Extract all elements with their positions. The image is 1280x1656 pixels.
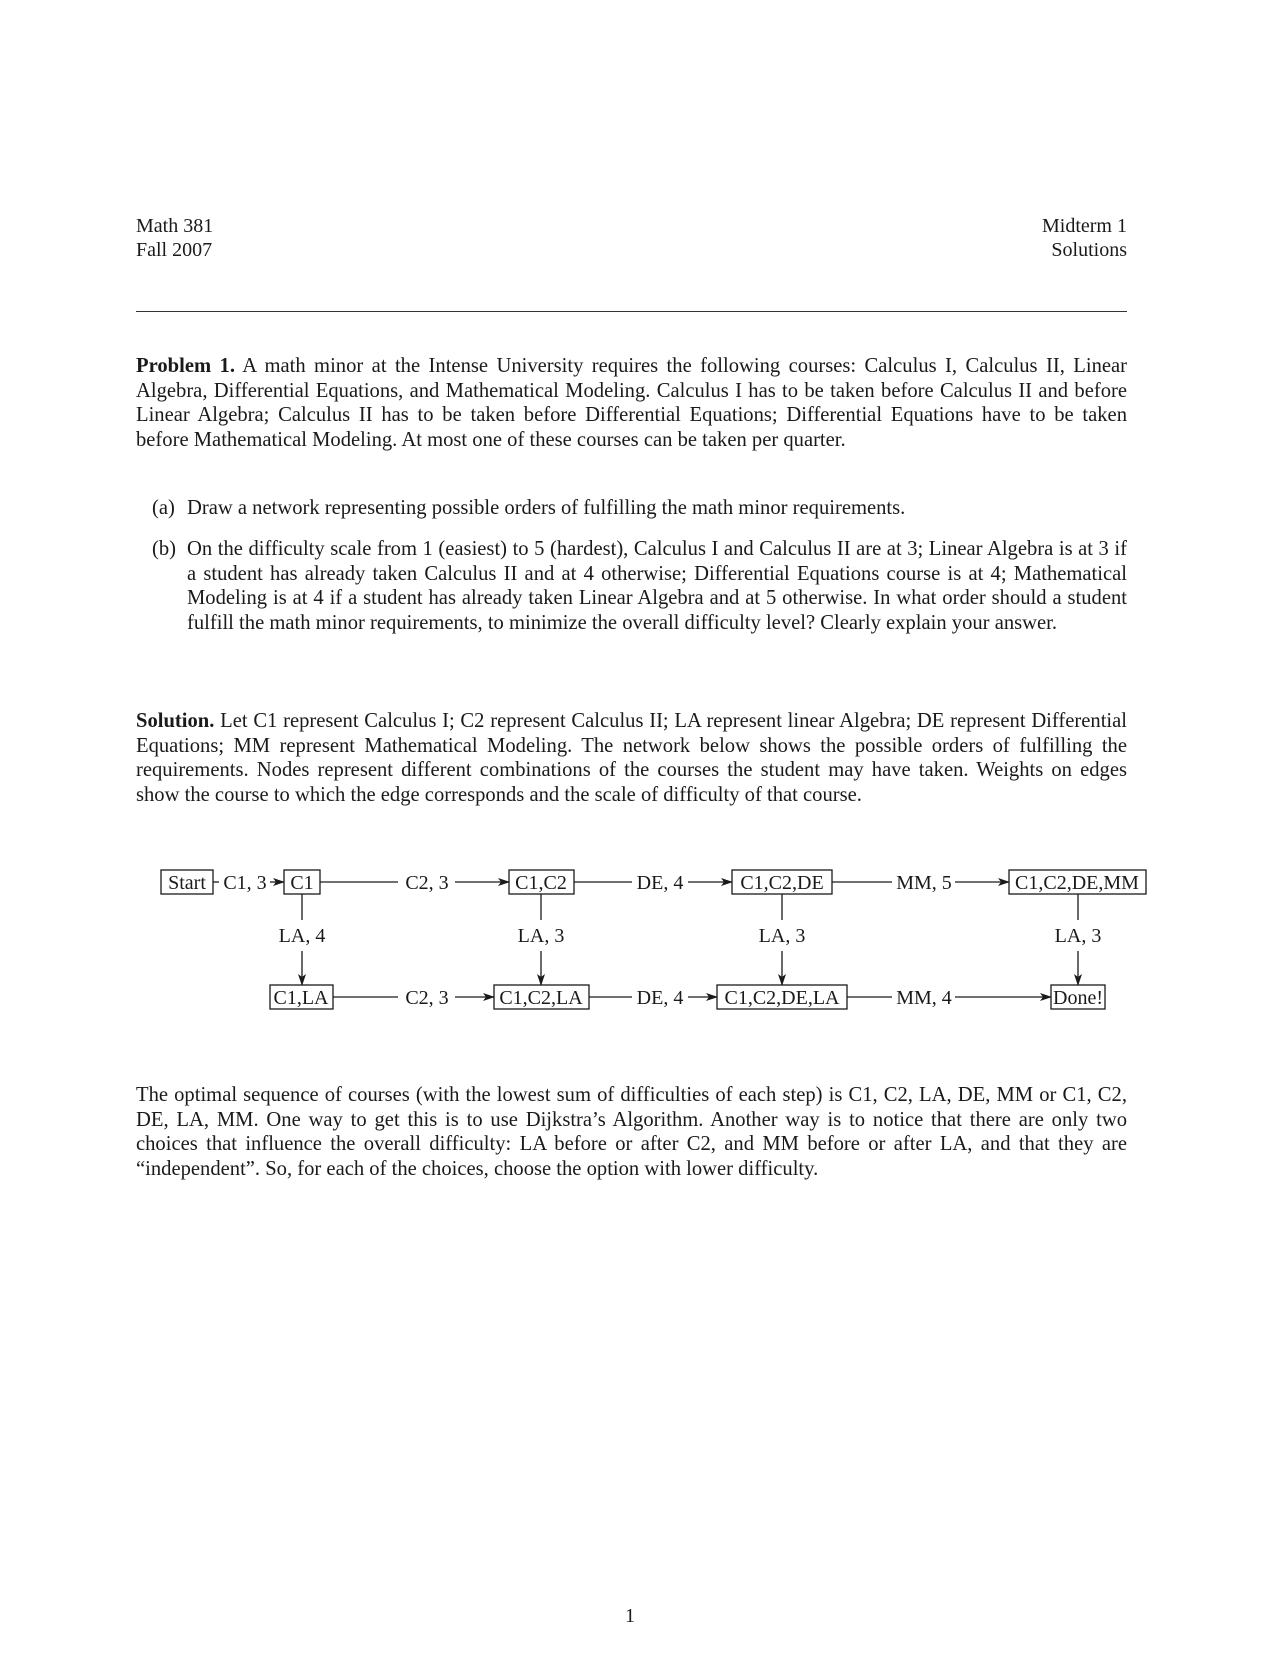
node-done: Done! [1053,987,1103,1009]
header-left [136,214,213,262]
part-b-text: On the difficulty scale from 1 (easiest) to 5 (hardest), Calculus I and Calculus II are at 3; Linear Algebra is at 3 if a student has already taken Calculus II and at 4 otherwise; Differential Equations course is at 4; Mathematical Modeling is at 4 if a student has already taken Linear Algebra and at 5 otherwise. In what order should a student fulfill the math minor requirements, to minimize the overall difficulty level? Clearly explain your answer. [187,538,1127,634]
edge-label-c1c2-de: DE, 4 [636,872,684,894]
edge-label-c1-c1la: LA, 4 [278,925,326,947]
edge-label-dela-done: MM, 4 [896,987,952,1009]
node-c1c2de: C1,C2,DE [740,872,824,894]
solution-label: Solution. [136,710,215,732]
header-rule [136,311,1127,312]
node-c1c2la: C1,C2,LA [499,987,583,1009]
node-c1la: C1,LA [273,987,329,1009]
edge-label-c1c2la-dela: DE, 4 [636,987,684,1009]
solution-paragraph [136,709,1127,807]
conclusion-paragraph [136,1083,1127,1181]
edge-label-c1c2-c1c2la: LA, 3 [517,925,565,947]
edge-label-demm-done: LA, 3 [1054,925,1102,947]
document-kind: Solutions [1051,239,1127,261]
part-a-label: (a) [152,497,175,519]
part-b-label: (b) [152,538,177,560]
problem-label: Problem 1. [136,355,235,377]
solution-text: Let C1 represent Calculus I; C2 represent Calculus II; LA represent linear Algebra; DE represent Differential Equations; MM represent Mathematical Modeling. The network below shows the possible orders of fulfilling the requirements. Nodes represent different combinations of the courses the student may have taken. Weights on edges show the course to which the edge corresponds and the scale of difficulty of that course. [136,710,1127,806]
problem-part-a [152,496,1127,521]
node-c1c2dela: C1,C2,DE,LA [724,987,840,1009]
page-number: 1 [625,1605,635,1627]
course-network-diagram [140,858,1160,1028]
node-start: Start [168,872,206,894]
conclusion-text: The optimal sequence of courses (with the lowest sum of difficulties of each step) is C1, C2, LA, DE, MM or C1, C2, DE, LA, MM. One way to get this is to use Dijkstra’s Algorithm. Another way is to notice that there are only two choices that influence the overall difficulty: LA before or after C2, and MM before or after LA, and that they are “independent”. So, for each of the choices, choose the option with lower difficulty. [136,1084,1127,1180]
term: Fall 2007 [136,239,213,261]
header-right [1042,214,1127,262]
problem-part-b [152,537,1127,635]
exam-name: Midterm 1 [1042,215,1127,237]
edge-label-c1la-c1c2la: C2, 3 [405,987,449,1009]
edge-label-c1c2de-dela: LA, 3 [758,925,806,947]
edge-label-c1-c1c2: C2, 3 [405,872,449,894]
node-c1c2demm: C1,C2,DE,MM [1015,872,1139,894]
course-name: Math 381 [136,215,214,237]
edge-label-de-mm: MM, 5 [896,872,952,894]
problem-statement [136,354,1127,452]
part-a-text: Draw a network representing possible orders of fulfilling the math minor requirements. [187,497,906,519]
node-c1c2: C1,C2 [515,872,567,894]
edge-label-start-c1: C1, 3 [223,872,267,894]
node-c1: C1 [290,872,314,894]
problem-text: A math minor at the Intense University requires the following courses: Calculus I, Calculus II, Linear Algebra, Differential Equations, and Mathematical Modeling. Calculus I has to be taken before Calculus II and before Linear Algebra; Calculus II has to be taken before Differential Equations; Differential Equations have to be taken before Mathematical Modeling. At most one of these courses can be taken per quarter. [136,355,1128,451]
